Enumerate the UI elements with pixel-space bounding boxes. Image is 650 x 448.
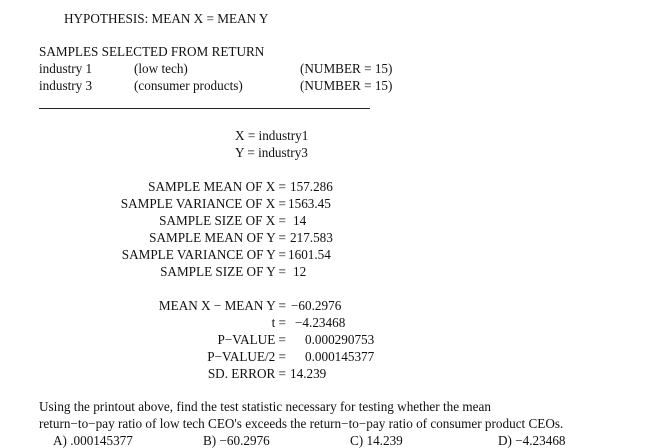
y-definition: Y = industry3 xyxy=(235,145,308,160)
result-value-p-value: 0.000290753 xyxy=(305,332,375,347)
choice-c-letter: C) xyxy=(350,433,364,448)
choice-d-text: −4.23468 xyxy=(515,433,566,448)
sample-2-description: (consumer products) xyxy=(134,78,243,93)
result-value-t: −4.23468 xyxy=(295,315,346,330)
divider-rule xyxy=(39,108,370,109)
result-label-mean-diff: MEAN X − MEAN Y = xyxy=(158,298,286,313)
stat-label-variance-y: SAMPLE VARIANCE OF Y = xyxy=(121,247,286,262)
choice-b-text: −60.2976 xyxy=(219,433,270,448)
choice-a[interactable] xyxy=(53,434,133,447)
stat-value-variance-y: 1601.54 xyxy=(288,247,331,262)
sample-2-industry: industry 3 xyxy=(39,78,93,93)
stat-label-mean-y: SAMPLE MEAN OF Y = xyxy=(149,230,286,245)
result-label-sd-error: SD. ERROR = xyxy=(207,366,286,381)
stat-value-size-x: 14 xyxy=(293,213,307,228)
result-label-t: t = xyxy=(271,315,286,330)
sample-1-industry: industry 1 xyxy=(39,61,93,76)
sample-2-number: (NUMBER = 15) xyxy=(300,78,393,93)
result-value-p-value-half: 0.000145377 xyxy=(305,349,375,364)
hypothesis-line: HYPOTHESIS: MEAN X = MEAN Y xyxy=(64,11,269,26)
result-label-p-value: P−VALUE = xyxy=(217,332,286,347)
x-definition: X = industry1 xyxy=(235,128,309,143)
choice-a-text: .000145377 xyxy=(70,433,133,448)
stat-value-mean-y: 217.583 xyxy=(290,230,333,245)
stat-label-mean-x: SAMPLE MEAN OF X = xyxy=(148,179,286,194)
question-line-2: return−to−pay ratio of low tech CEO's exceeds the return−to−pay ratio of consumer product CEOs. xyxy=(39,416,564,431)
stat-label-size-y: SAMPLE SIZE OF Y = xyxy=(160,264,286,279)
stat-label-size-x: SAMPLE SIZE OF X = xyxy=(159,213,286,228)
stat-value-size-y: 12 xyxy=(293,264,307,279)
result-value-sd-error: 14.239 xyxy=(290,366,327,381)
choice-b-letter: B) xyxy=(203,433,217,448)
result-value-mean-diff: −60.2976 xyxy=(291,298,342,313)
choice-b[interactable] xyxy=(203,434,270,447)
sample-1-number: (NUMBER = 15) xyxy=(300,61,393,76)
samples-heading: SAMPLES SELECTED FROM RETURN xyxy=(39,44,265,59)
choice-d-letter: D) xyxy=(498,433,512,448)
stat-value-variance-x: 1563.45 xyxy=(288,196,331,211)
stat-label-variance-x: SAMPLE VARIANCE OF X = xyxy=(120,196,286,211)
stat-value-mean-x: 157.286 xyxy=(290,179,333,194)
choice-a-letter: A) xyxy=(53,433,67,448)
question-line-1: Using the printout above, find the test statistic necessary for testing whether the mean xyxy=(39,399,491,414)
result-label-p-value-half: P−VALUE/2 = xyxy=(207,349,286,364)
choice-c[interactable] xyxy=(350,434,403,447)
choice-d[interactable] xyxy=(498,434,566,447)
choice-c-text: 14.239 xyxy=(366,433,403,448)
sample-1-description: (low tech) xyxy=(134,61,188,76)
